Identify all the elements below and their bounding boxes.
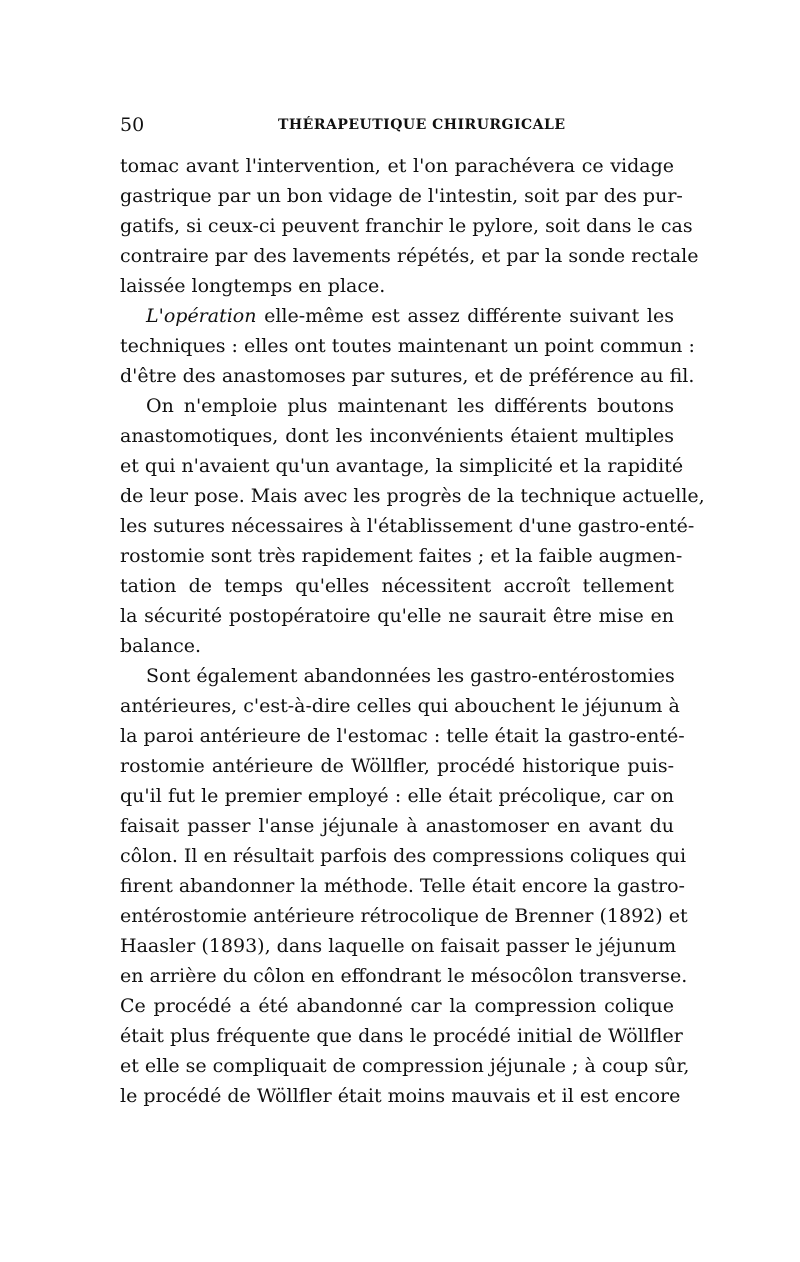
text-line: la sécurité postopératoire qu'elle ne saurait être mise en: [120, 605, 674, 627]
italic-lead: L'opération: [146, 305, 257, 327]
text-line: Ce procédé a été abandonné car la compression colique: [120, 995, 674, 1017]
text-line: rostomie antérieure de Wöllfler, procédé historique puis-: [120, 755, 674, 777]
text-line-paragraph-start: On n'emploie plus maintenant les différents boutons: [146, 395, 674, 417]
text-line: rostomie sont très rapidement faites ; et la faible augmen-: [120, 545, 683, 567]
text-line: contraire par des lavements répétés, et par la sonde rectale: [120, 245, 699, 267]
page-number: 50: [120, 114, 145, 136]
text-line: balance.: [120, 635, 202, 657]
text-line: tomac avant l'intervention, et l'on parachévera ce vidage: [120, 155, 674, 177]
text-line: entérostomie antérieure rétrocolique de Brenner (1892) et: [120, 905, 688, 927]
text-line: firent abandonner la méthode. Telle était encore la gastro-: [120, 875, 685, 897]
text-line: tation de temps qu'elles nécessitent accroît tellement: [120, 575, 674, 597]
text-line: Haasler (1893), dans laquelle on faisait passer le jéjunum: [120, 935, 677, 957]
text-line-rest: elle-même est assez différente suivant les: [264, 305, 674, 327]
text-line-paragraph-start: Sont également abandonnées les gastro-entérostomies: [146, 665, 675, 687]
text-line: les sutures nécessaires à l'établissement d'une gastro-enté-: [120, 515, 695, 537]
text-line: techniques : elles ont toutes maintenant un point commun :: [120, 335, 695, 357]
text-line: gastrique par un bon vidage de l'intestin, soit par des pur-: [120, 185, 683, 207]
text-line: antérieures, c'est-à-dire celles qui abouchent le jéjunum à: [120, 695, 680, 717]
page-header: [120, 114, 680, 140]
text-line: laissée longtemps en place.: [120, 275, 386, 297]
text-line: côlon. Il en résultait parfois des compressions coliques qui: [120, 845, 687, 867]
running-title: THÉRAPEUTIQUE CHIRURGICALE: [278, 117, 566, 133]
text-line: d'être des anastomoses par sutures, et de préférence au fil.: [120, 365, 695, 387]
text-line: gatifs, si ceux-ci peuvent franchir le pylore, soit dans le cas: [120, 215, 693, 237]
text-line: la paroi antérieure de l'estomac : telle était la gastro-enté-: [120, 725, 685, 747]
text-line: était plus fréquente que dans le procédé initial de Wöllfler: [120, 1025, 683, 1047]
text-line: faisait passer l'anse jéjunale à anastomoser en avant du: [120, 815, 674, 837]
text-line: anastomotiques, dont les inconvénients étaient multiples: [120, 425, 674, 447]
text-line: de leur pose. Mais avec les progrès de la technique actuelle,: [120, 485, 705, 507]
text-line: qu'il fut le premier employé : elle était précolique, car on: [120, 785, 674, 807]
text-line: en arrière du côlon en effondrant le mésocôlon transverse.: [120, 965, 688, 987]
text-line: et qui n'avaient qu'un avantage, la simplicité et la rapidité: [120, 455, 684, 477]
text-line: le procédé de Wöllfler était moins mauvais et il est encore: [120, 1085, 681, 1107]
text-line: et elle se compliquait de compression jéjunale ; à coup sûr,: [120, 1055, 690, 1077]
text-line-paragraph-start: [146, 301, 674, 331]
